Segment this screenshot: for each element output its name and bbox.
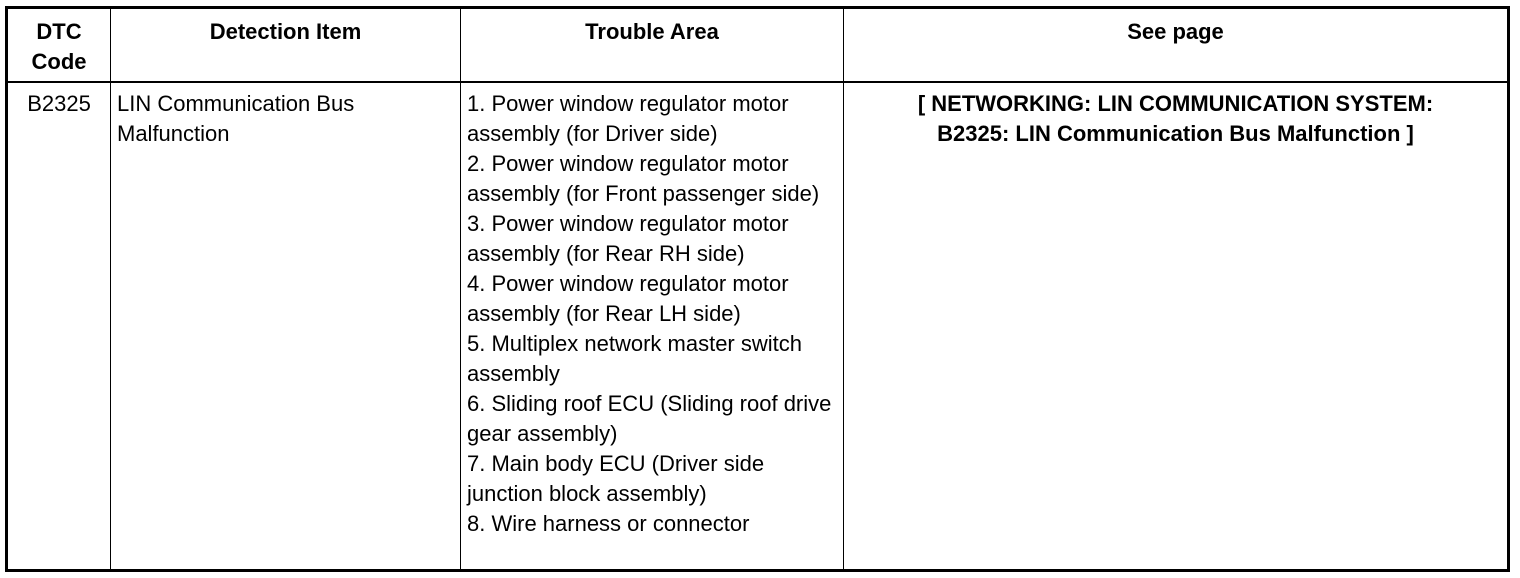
trouble-area-list [467, 89, 837, 539]
dtc-table [5, 6, 1510, 572]
dtc-code-cell: B2325 [7, 82, 111, 571]
see-page-cell [844, 82, 1509, 571]
header-see-page: See page [844, 8, 1509, 83]
trouble-area-item: 6. Sliding roof ECU (Sliding roof drive gear assembly) [467, 391, 832, 446]
table-row [7, 82, 1509, 571]
header-detection-item: Detection Item [111, 8, 461, 83]
see-page-link-line2[interactable]: B2325: LIN Communication Bus Malfunction ] [937, 121, 1414, 146]
trouble-area-cell [461, 82, 844, 571]
header-dtc-code-line2: Code [31, 49, 87, 74]
see-page-link-line1[interactable]: [ NETWORKING: LIN COMMUNICATION SYSTEM: [917, 91, 1434, 116]
header-dtc-code [7, 8, 111, 83]
detection-item-cell: LIN Communication Bus Malfunction [111, 82, 461, 571]
trouble-area-item: 1. Power window regulator motor assembly (for Driver side) [467, 91, 789, 146]
trouble-area-item: 4. Power window regulator motor assembly (for Rear LH side) [467, 271, 789, 326]
trouble-area-item: 2. Power window regulator motor assembly (for Front passenger side) [467, 151, 820, 206]
header-dtc-code-line1: DTC [36, 19, 82, 44]
trouble-area-item: 7. Main body ECU (Driver side junction block assembly) [467, 451, 765, 506]
trouble-area-item: 3. Power window regulator motor assembly (for Rear RH side) [467, 211, 789, 266]
trouble-area-item: 8. Wire harness or connector [467, 511, 750, 536]
header-row [7, 8, 1509, 83]
trouble-area-item: 5. Multiplex network master switch assembly [467, 331, 802, 386]
header-trouble-area: Trouble Area [461, 8, 844, 83]
